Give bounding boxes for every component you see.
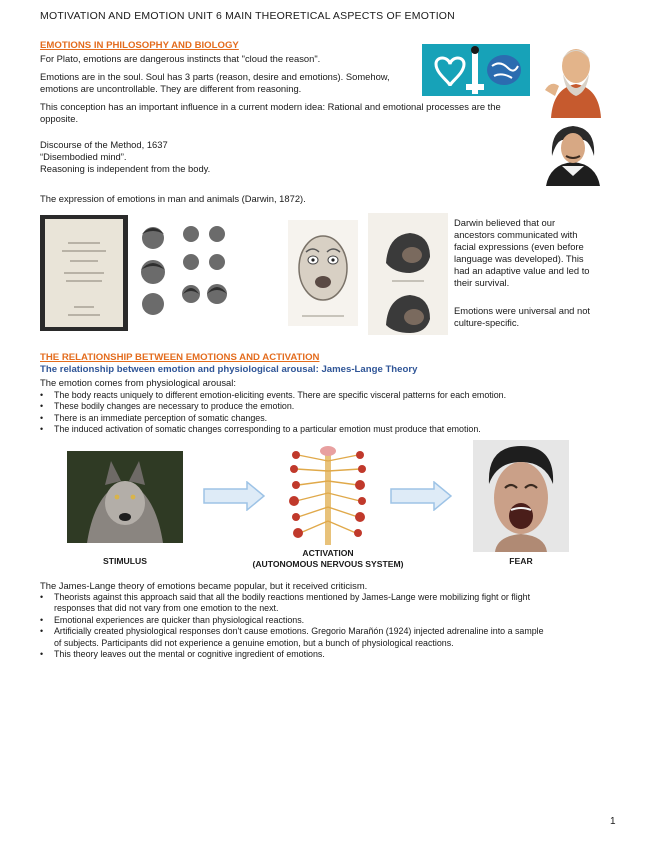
darwin-belief-line5: had an adaptive value and led to — [454, 265, 590, 276]
criticism-bullets — [40, 592, 640, 660]
criticism-intro: The James-Lange theory of emotions became popular, but it received criticism. — [40, 580, 368, 591]
conception-paragraph-line1: This conception has an important influence in a current modern idea: Rational and emotional processes are the — [40, 101, 501, 112]
darwin-belief-line1: Darwin believed that our — [454, 217, 556, 228]
plato-portrait — [541, 40, 611, 118]
right-arrow-icon — [390, 481, 452, 511]
right-arrow-icon — [203, 481, 265, 511]
darwin-caption: The expression of emotions in man and animals (Darwin, 1872). — [40, 193, 306, 204]
section-heading-philosophy: EMOTIONS IN PHILOSOPHY AND BIOLOGY — [40, 40, 239, 51]
darwin-fear-face-engraving — [288, 220, 358, 326]
james-lange-subheading: The relationship between emotion and physiological arousal: James-Lange Theory — [40, 364, 418, 375]
darwin-belief-line6: their survival. — [454, 277, 510, 288]
caption-activation: ACTIVATION — [302, 548, 354, 558]
james-lange-bullets — [40, 390, 630, 436]
james-lange-intro: The emotion comes from physiological arousal: — [40, 377, 236, 388]
darwin-book-cover — [40, 215, 128, 331]
soul-paragraph-line2: emotions are uncontrollable. They are different from reasoning. — [40, 83, 302, 94]
universal-line2: culture-specific. — [454, 317, 520, 328]
conception-paragraph-line2: opposite. — [40, 113, 79, 124]
caption-stimulus: STIMULUS — [103, 556, 147, 566]
heart-brain-balance-icon — [422, 44, 530, 96]
descartes-line1: Discourse of the Method, 1637 — [40, 139, 168, 150]
wolf-photo — [67, 451, 183, 543]
descartes-line3: Reasoning is independent from the body. — [40, 163, 211, 174]
descartes-portrait — [542, 122, 604, 186]
list-item: • There is an immediate perception of somatic changes. — [40, 413, 630, 424]
list-item: • These bodily changes are necessary to produce the emotion. — [40, 401, 630, 412]
darwin-faces-grid — [133, 220, 233, 318]
descartes-line2: “Disembodied mind”. — [40, 151, 127, 162]
list-item: • The body reacts uniquely to different emotion-eliciting events. There are specific visceral patterns for each emotion. — [40, 390, 630, 401]
plato-paragraph: For Plato, emotions are dangerous instincts that "cloud the reason". — [40, 53, 321, 64]
list-item: • Emotional experiences are quicker than physiological reactions. — [40, 615, 640, 626]
list-item: • This theory leaves out the mental or cognitive ingredient of emotions. — [40, 649, 640, 660]
page-number: 1 — [610, 816, 616, 827]
list-item: • Artificially created physiological responses don't cause emotions. Gregorio Marañón (1924) injected adrenaline into a sample of subjects. Participants did not experience a genuine emotion, but a bunch of physiological reactions. — [40, 626, 640, 649]
screaming-face-photo — [473, 440, 569, 552]
darwin-belief-line3: facial expressions (even before — [454, 241, 584, 252]
darwin-belief-line2: ancestors communicated with — [454, 229, 578, 240]
universal-line1: Emotions were universal and not — [454, 305, 591, 316]
nervous-system-diagram — [284, 445, 372, 549]
darwin-monkey-engravings — [368, 213, 448, 335]
list-item: • The induced activation of somatic changes corresponding to a particular emotion must produce that emotion. — [40, 424, 630, 435]
soul-paragraph-line1: Emotions are in the soul. Soul has 3 parts (reason, desire and emotions). Somehow, — [40, 71, 390, 82]
list-item: • Theorists against this approach said that all the bodily reactions mentioned by James-Lange were mobilizing fight or flight responses that did not vary from one emotion to the next. — [40, 592, 640, 615]
darwin-belief-line4: language was developed). This — [454, 253, 584, 264]
section-heading-activation: THE RELATIONSHIP BETWEEN EMOTIONS AND ACTIVATION — [40, 352, 320, 363]
page-header: MOTIVATION AND EMOTION UNIT 6 MAIN THEORETICAL ASPECTS OF EMOTION — [40, 10, 455, 22]
caption-activation-subtitle: (AUTONOMOUS NERVOUS SYSTEM) — [252, 559, 404, 569]
caption-fear: FEAR — [509, 556, 533, 566]
